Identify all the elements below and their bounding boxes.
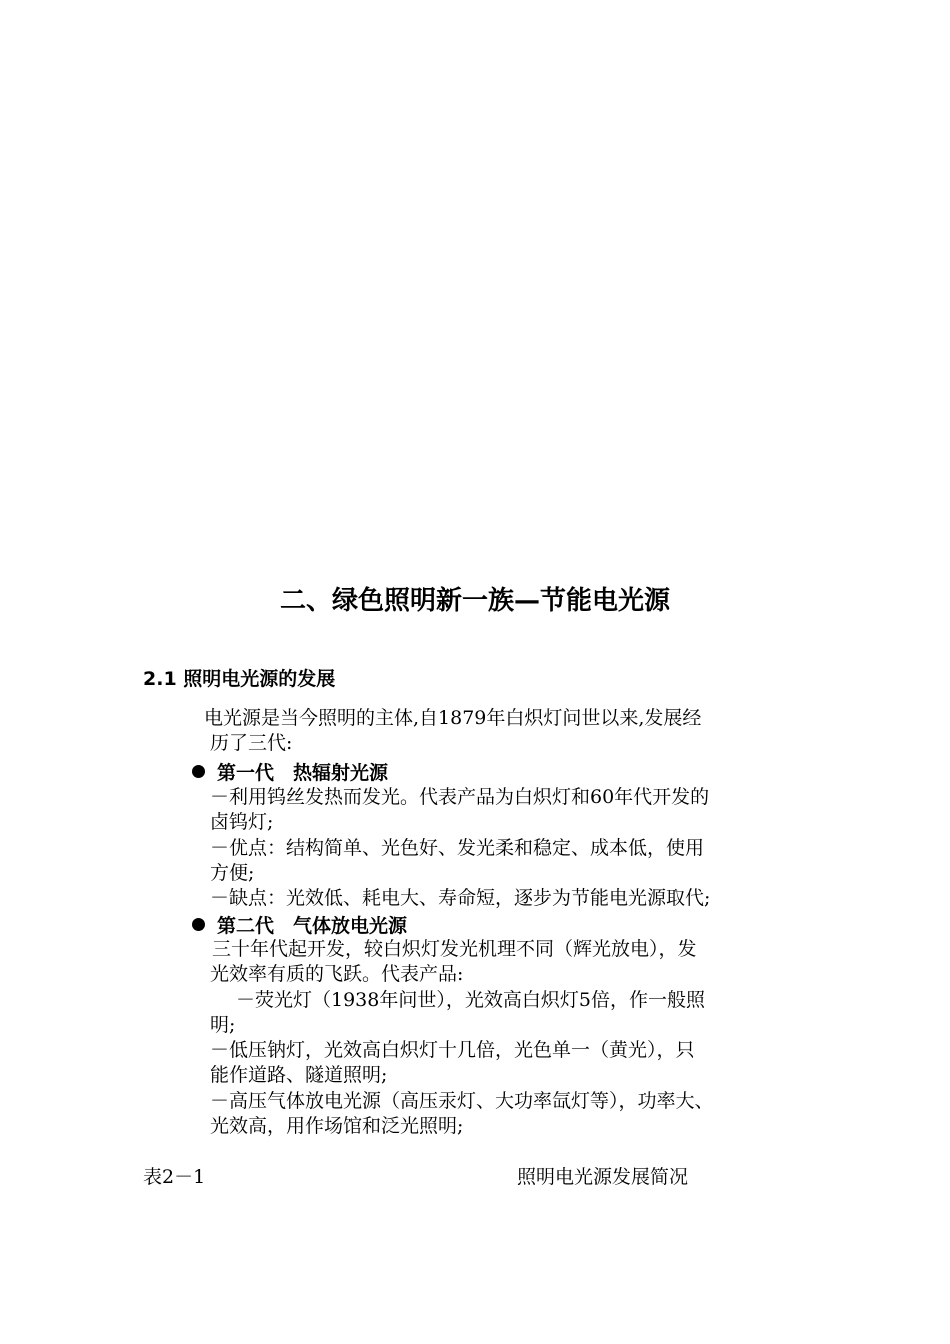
- gen2-line-7: －高压气体放电光源（高压汞灯、大功率氙灯等），功率大、: [210, 1090, 714, 1112]
- section-heading: 2.1 照明电光源的发展: [143, 668, 336, 690]
- table-caption-text: 照明电光源发展简况: [517, 1166, 689, 1188]
- gen2-line-2: 光效率有质的飞跃。代表产品:: [210, 963, 464, 985]
- intro-line-1: 电光源是当今照明的主体,自1879年白炽灯问世以来,发展经: [204, 707, 702, 729]
- bullet-icon: [192, 918, 205, 931]
- gen1-line-2: 卤钨灯;: [210, 811, 274, 833]
- table-caption-label: 表2－1: [143, 1166, 206, 1188]
- gen2-line-6: 能作道路、隧道照明;: [210, 1064, 388, 1086]
- bullet-icon: [192, 765, 205, 778]
- gen1-heading-text: 第一代 热辐射光源: [217, 762, 389, 784]
- gen1-line-1: －利用钨丝发热而发光。代表产品为白炽灯和60年代开发的: [210, 786, 710, 808]
- gen2-heading: [192, 911, 407, 938]
- gen2-line-5: －低压钠灯，光效高白炽灯十几倍，光色单一（黄光），只: [210, 1039, 695, 1061]
- gen2-line-4: 明;: [210, 1014, 236, 1036]
- gen2-line-3: －荧光灯（1938年问世），光效高白炽灯5倍，作一般照: [236, 989, 705, 1011]
- page-title: 二、绿色照明新一族—节能电光源: [279, 586, 670, 616]
- intro-line-2: 历了三代:: [210, 732, 293, 754]
- gen2-heading-text: 第二代 气体放电光源: [217, 915, 408, 937]
- gen2-line-1: 三十年代起开发，较白炽灯发光机理不同（辉光放电），发: [212, 938, 697, 960]
- gen1-line-3: －优点：结构简单、光色好、发光柔和稳定、成本低，使用: [210, 837, 705, 859]
- gen2-line-8: 光效高，用作场馆和泛光照明;: [210, 1115, 464, 1137]
- gen1-line-5: －缺点：光效低、耗电大、寿命短，逐步为节能电光源取代;: [210, 887, 711, 909]
- gen1-line-4: 方便;: [210, 862, 255, 884]
- gen1-heading: [192, 758, 388, 785]
